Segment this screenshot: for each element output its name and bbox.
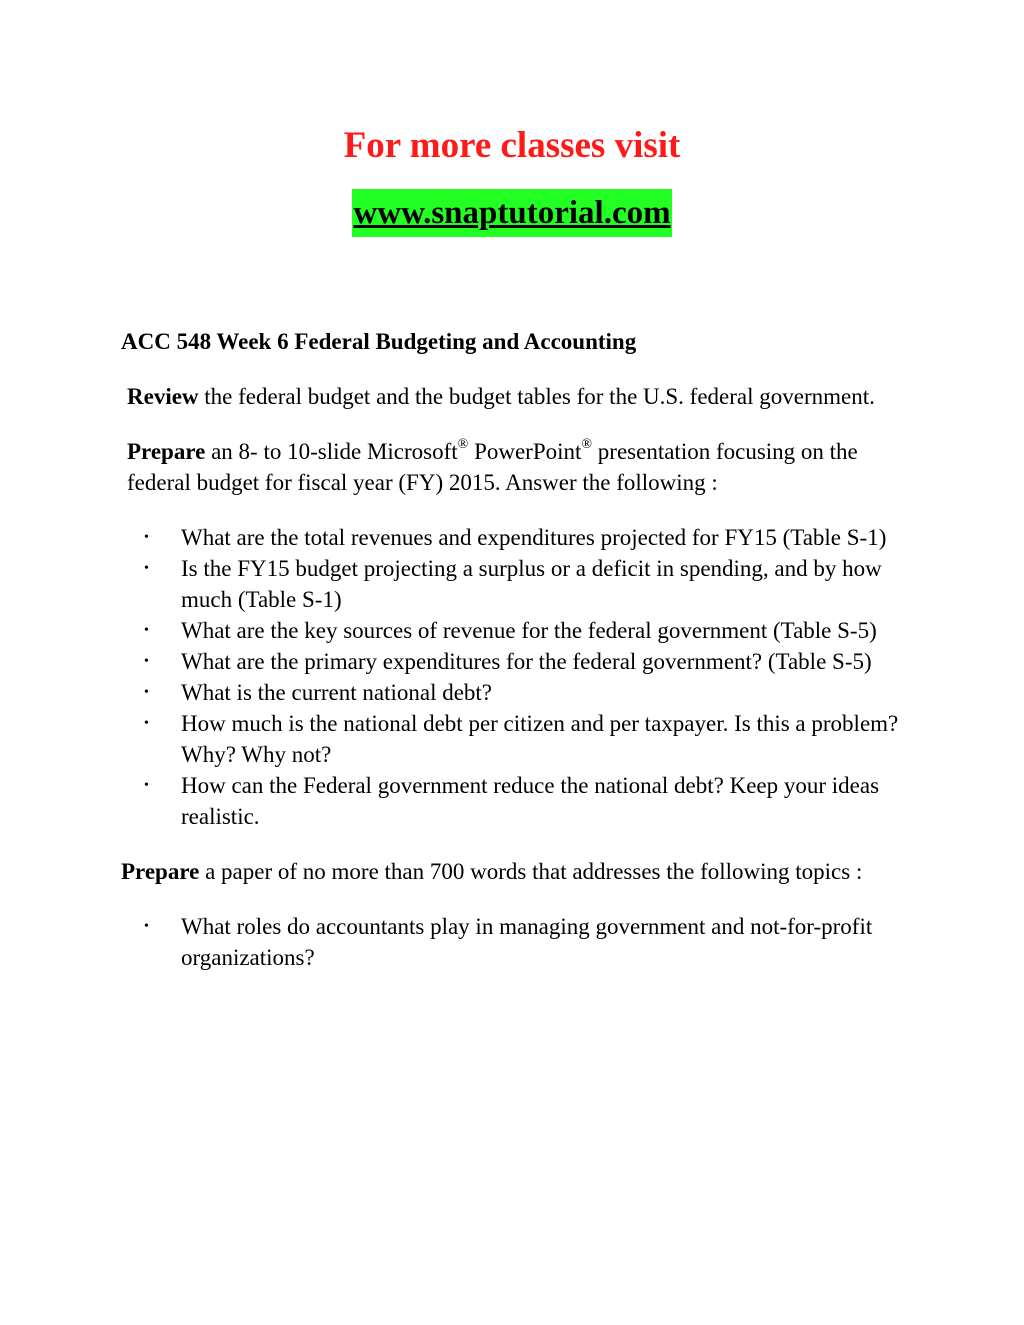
list-item-text: What roles do accountants play in managing government and not-for-profit organizations? <box>181 914 873 970</box>
review-text: the federal budget and the budget tables for the U.S. federal government. <box>198 384 875 409</box>
review-lead: Review <box>127 384 199 409</box>
list-item <box>121 677 911 708</box>
document-body <box>121 326 911 997</box>
prepare-presentation-text-3: presentation focusing on the federal budget for fiscal year (FY) 2015. Answer the following : <box>127 439 858 495</box>
list-item <box>121 522 911 553</box>
list-item <box>121 553 911 615</box>
review-paragraph <box>121 381 911 412</box>
presentation-questions-list <box>121 522 911 832</box>
prepare-presentation-text-1: an 8- to 10-slide Microsoft <box>205 439 458 464</box>
bullet-icon: • <box>144 530 149 545</box>
promo-link-wrap <box>0 189 1024 237</box>
bullet-icon: • <box>144 919 149 934</box>
bullet-icon: • <box>144 716 149 731</box>
registered-mark: ® <box>457 437 469 453</box>
prepare-presentation-paragraph <box>121 436 911 498</box>
prepare-paper-paragraph <box>121 856 911 887</box>
prepare-presentation-lead: Prepare <box>127 439 206 464</box>
list-item <box>121 770 911 832</box>
list-item-text: What are the primary expenditures for the federal government? (Table S-5) <box>181 649 872 674</box>
list-item-text: Is the FY15 budget projecting a surplus or a deficit in spending, and by how much (Table S-1) <box>181 556 882 612</box>
promo-headline: For more classes visit <box>343 125 681 166</box>
bullet-icon: • <box>144 623 149 638</box>
prepare-presentation-text-2: PowerPoint <box>468 439 582 464</box>
bullet-icon: • <box>144 685 149 700</box>
prepare-paper-lead: Prepare <box>121 859 200 884</box>
list-item-text: How can the Federal government reduce the national debt? Keep your ideas realistic. <box>181 773 880 829</box>
snaptutorial-link[interactable]: www.snaptutorial.com <box>352 189 671 237</box>
assignment-title: ACC 548 Week 6 Federal Budgeting and Accounting <box>121 329 637 354</box>
bullet-icon: • <box>144 561 149 576</box>
list-item-text: What is the current national debt? <box>181 680 493 705</box>
list-item <box>121 911 911 973</box>
list-item <box>121 646 911 677</box>
list-item <box>121 708 911 770</box>
registered-mark: ® <box>581 437 593 453</box>
list-item-text: How much is the national debt per citizen and per taxpayer. Is this a problem? Why? Why not? <box>181 711 899 767</box>
paper-topics-list <box>121 911 911 973</box>
list-item-text: What are the total revenues and expenditures projected for FY15 (Table S-1) <box>181 525 887 550</box>
bullet-icon: • <box>144 654 149 669</box>
bullet-icon: • <box>144 778 149 793</box>
prepare-paper-text: a paper of no more than 700 words that addresses the following topics : <box>199 859 863 884</box>
list-item-text: What are the key sources of revenue for the federal government (Table S-5) <box>181 618 877 643</box>
list-item <box>121 615 911 646</box>
